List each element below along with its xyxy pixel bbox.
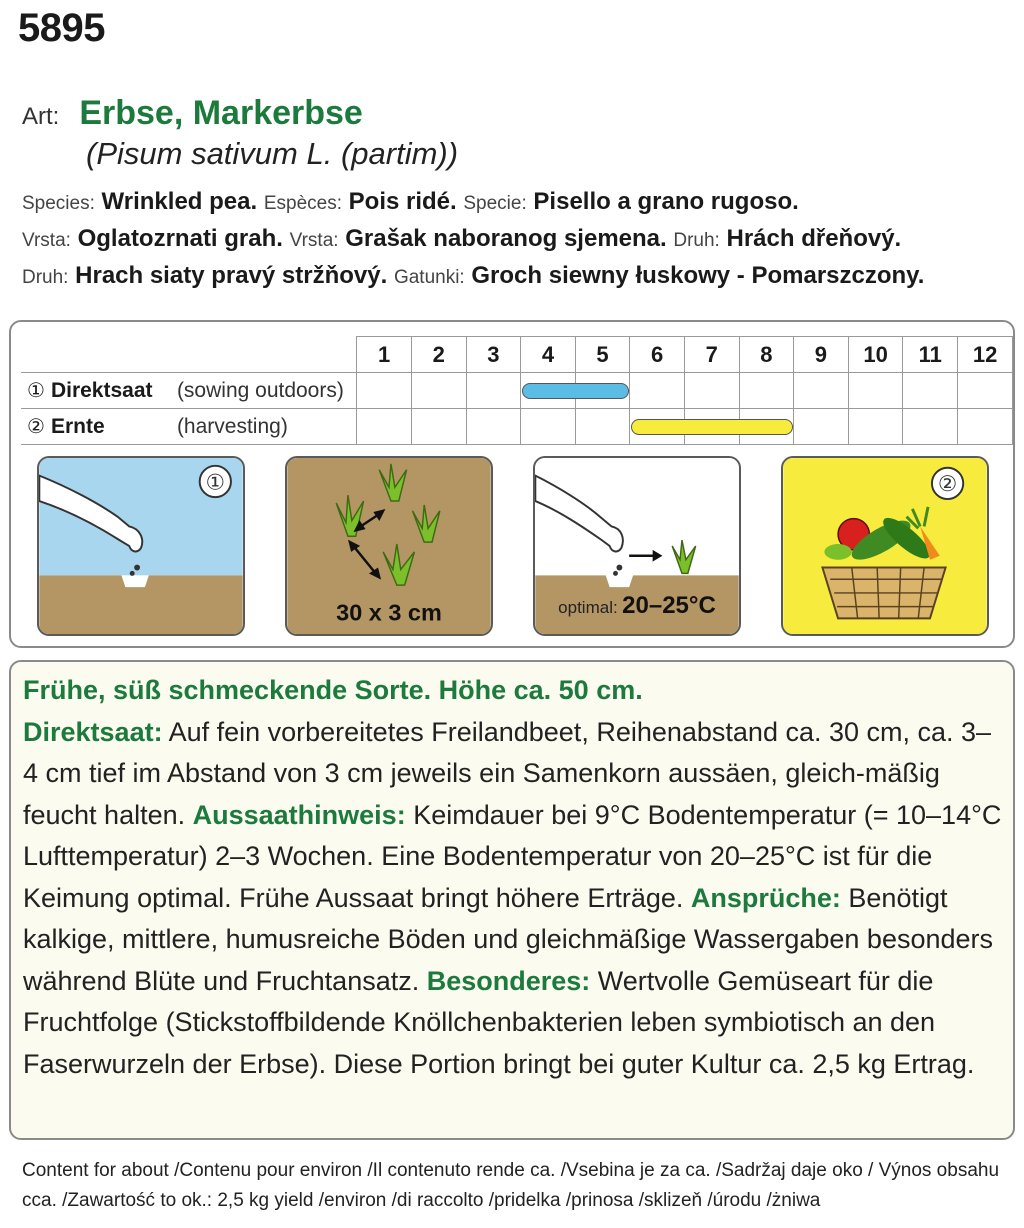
- section-heading: Ansprüche:: [690, 882, 841, 913]
- calendar-panel: [9, 320, 1015, 648]
- vegetable-basket-icon: [783, 458, 987, 634]
- month-header: 4: [521, 337, 576, 373]
- species-entry: Vrsta: Oglatozrnati grah.: [22, 225, 283, 252]
- spacing-pictogram: [285, 456, 493, 636]
- month-header: 7: [684, 337, 739, 373]
- month-header: 3: [466, 337, 521, 373]
- month-header: 8: [739, 337, 794, 373]
- hand-sowing-icon: [39, 458, 243, 634]
- month-header: 6: [630, 337, 685, 373]
- species-entry: Specie: Pisello a grano rugoso.: [463, 188, 799, 215]
- month-header: 5: [575, 337, 630, 373]
- section-text: Keimdauer bei 9°C Bodentemperatur (= 10–14°C Lufttemperatur) 2–3 Wochen. Eine Bodentemperatur von 20–25°C ist für die Keimung optimal. Frühe Aussaat bringt höhere Erträge.: [23, 799, 1002, 913]
- section-heading: Besonderes:: [426, 965, 591, 996]
- calendar-corner: [21, 337, 357, 373]
- species-entry: Species: Wrinkled pea.: [22, 188, 258, 215]
- temperature-caption: optimal: 20–25°C: [558, 592, 716, 619]
- section-heading: Direktsaat:: [23, 716, 163, 747]
- species-entry: Druh: Hrach siaty pravý stržňový.: [22, 262, 388, 289]
- cultivation-description: [23, 670, 1003, 1085]
- plant-name: Erbse, Markerbse: [79, 94, 363, 132]
- month-header: 1: [357, 337, 412, 373]
- month-header: 12: [958, 337, 1013, 373]
- section-heading: Aussaathinweis:: [192, 799, 406, 830]
- section-text: Wertvolle Gemüseart für die Fruchtfolge (Stickstoffbildende Knöllchenbakterien leben symbiotisch an den Faserwurzeln der Erbse). Diese Portion bringt bei guter Kultur ca. 2,5 kg Ertrag.: [23, 965, 975, 1079]
- cultivation-text: [23, 712, 1003, 1086]
- species-entry: Vrsta: Grašak naboranog sjemena.: [289, 225, 667, 252]
- calendar-row-harvest: [21, 409, 1013, 445]
- svg-text:②: ②: [937, 472, 958, 498]
- month-header: 10: [848, 337, 903, 373]
- section-text: Auf fein vorbereitetes Freilandbeet, Reihenabstand ca. 30 cm, ca. 3–4 cm tief im Abstand von 3 cm jeweils ein Samenkorn aussäen, gleich-mäßig feucht halten.: [23, 716, 992, 830]
- art-heading: [22, 94, 363, 133]
- harvest-pictogram: [781, 456, 989, 636]
- section-text: Benötigt kalkige, mittlere, humusreiche Böden und gleichmäßige Wassergaben besonders während Blüte und Fruchtansatz.: [23, 882, 994, 996]
- description-panel: [9, 660, 1015, 1140]
- month-header: 11: [903, 337, 958, 373]
- plant-spacing-icon: [287, 458, 491, 634]
- month-header: 9: [794, 337, 849, 373]
- yield-footer: Content for about /Contenu pour environ /Il contenuto rende ca. /Vsebina je za ca. /Sadržaj daje oko / Výnos obsahu cca. /Zawartość to ok.: 2,5 kg yield /environ /di raccolto /pridelka /prinosa /sklizeň /úrodu /żniwa: [22, 1160, 1000, 1211]
- calendar-row-label: ① Direktsaat (sowing outdoors): [21, 373, 357, 409]
- latin-name: (Pisum sativum L. (partim)): [86, 136, 459, 171]
- species-entry: Druh: Hrách dřeňový.: [673, 225, 902, 252]
- svg-text:30 x 3 cm: 30 x 3 cm: [336, 599, 442, 626]
- month-header: 2: [411, 337, 466, 373]
- product-code: 5895: [18, 6, 105, 50]
- species-translations: [22, 184, 1012, 295]
- calendar-row-label: ② Ernte (harvesting): [21, 409, 357, 445]
- svg-text:①: ①: [205, 470, 225, 496]
- species-entry: Espèces: Pois ridé.: [263, 188, 457, 215]
- art-label: Art:: [22, 103, 60, 130]
- sowing-pictogram: [37, 456, 245, 636]
- calendar-row-sowing: [21, 373, 1013, 409]
- variety-intro: Frühe, süß schmeckende Sorte. Höhe ca. 50 cm.: [23, 675, 643, 705]
- species-entry: Gatunki: Groch siewny łuskowy - Pomarszczony.: [393, 262, 925, 289]
- calendar-month-row: [21, 337, 1013, 373]
- sowing-calendar: [21, 336, 1013, 445]
